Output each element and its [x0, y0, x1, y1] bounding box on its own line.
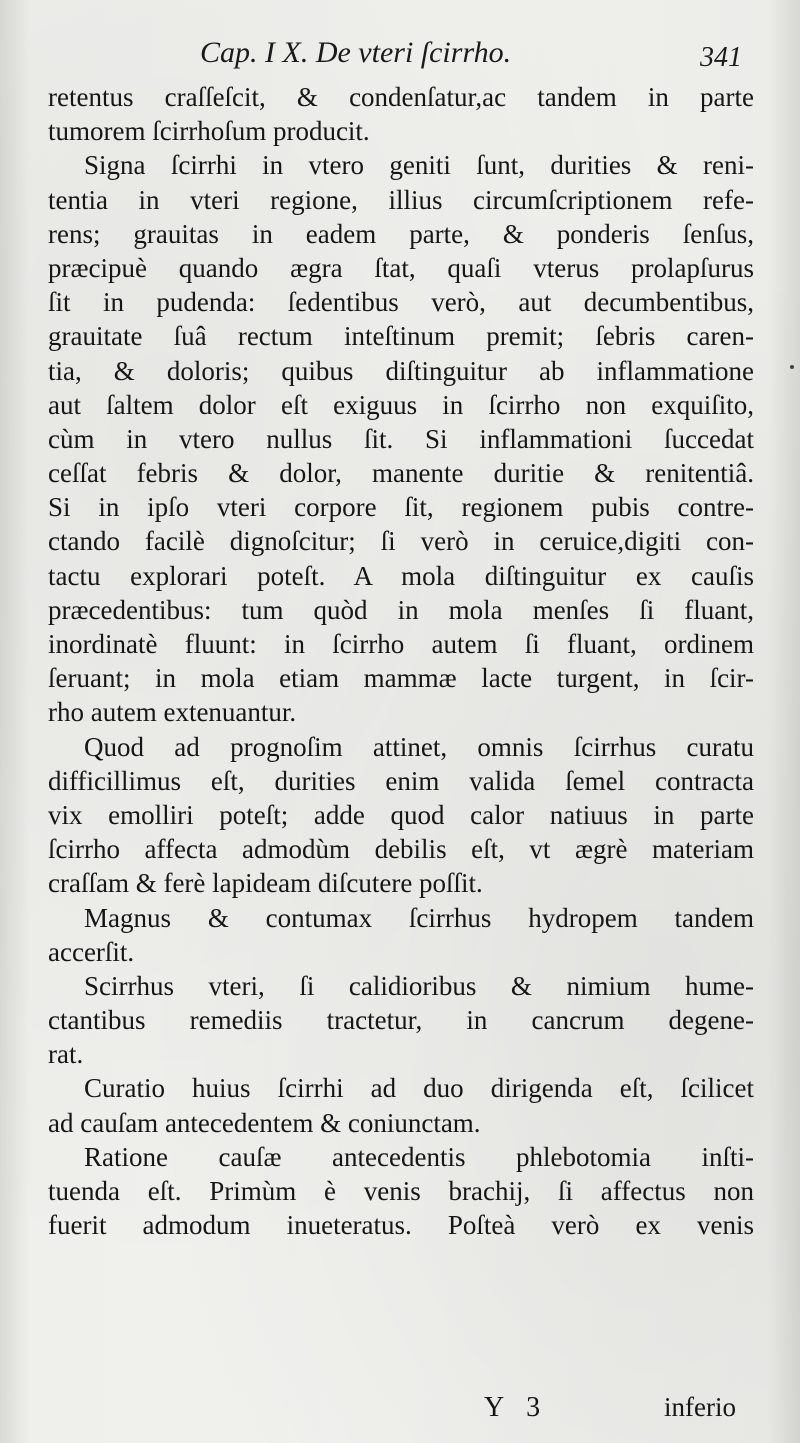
text-line: Magnus & contumax ſcirrhus hydropem tandem: [84, 902, 754, 933]
text-line: rat.: [48, 1039, 84, 1070]
text-line: craſſam & ferè lapideam diſcutere poſſit.: [48, 868, 483, 899]
running-head: Cap. I X. De vteri ſcirrho.: [200, 36, 512, 69]
catchword: inferio: [664, 1392, 736, 1422]
page-number: 341: [700, 42, 742, 73]
text-line: rens; grauitas in eadem parte, & ponderis ſenſus,: [48, 218, 754, 249]
text-line: Si in ipſo vteri corpore ſit, regionem pubis contre-: [48, 492, 754, 523]
text-line: Scirrhus vteri, ſi calidioribus & nimium hume-: [84, 970, 754, 1001]
page-header: [0, 36, 800, 84]
text-line: accerſit.: [48, 936, 135, 967]
text-line: tumorem ſcirrhoſum producit.: [48, 116, 370, 147]
text-line: ctando facilè dignoſcitur; ſi verò in ceruice,digiti con-: [48, 526, 754, 557]
text-line: ceſſat febris & dolor, manente duritie & renitentiâ.: [48, 458, 754, 489]
text-line: inordinatè fluunt: in ſcirrho autem ſi fluant, ordinem: [48, 629, 754, 659]
text-line: ad cauſam antecedentem & coniunctam.: [48, 1107, 481, 1138]
text-line: tactu explorari poteſt. A mola diſtinguitur ex cauſis: [48, 560, 754, 591]
body-text: [48, 80, 754, 1242]
ink-speck: [790, 365, 794, 369]
text-line: rho autem extenuantur.: [48, 697, 297, 728]
text-line: Signa ſcirrhi in vtero geniti ſunt, durities & reni-: [84, 150, 754, 181]
text-line: vix emolliri poteſt; adde quod calor natiuus in parte: [48, 799, 754, 830]
text-line: tia, & doloris; quibus diſtinguitur ab inflammatione: [48, 355, 754, 386]
text-line: fuerit admodum inueteratus. Poſteà verò ex venis: [48, 1210, 754, 1241]
text-line: retentus craſſeſcit, & condenſatur,ac tandem in parte: [48, 82, 754, 112]
text-line: cùm in vtero nullus ſit. Si inflammationi ſuccedat: [48, 423, 754, 454]
text-line: difficillimus eſt, durities enim valida ſemel contracta: [48, 765, 754, 796]
text-line: Curatio huius ſcirrhi ad duo dirigenda eſt, ſcilicet: [84, 1073, 754, 1104]
text-line: aut ſaltem dolor eſt exiguus in ſcirrho non exquiſito,: [48, 389, 754, 420]
text-line: grauitate ſuâ rectum inteſtinum premit; ſebris caren-: [48, 321, 754, 352]
text-line: tuenda eſt. Primùm è venis brachij, ſi affectus non: [48, 1176, 754, 1206]
text-line: ctantibus remediis tractetur, in cancrum degene-: [48, 1005, 754, 1036]
text-line: ſit in pudenda: ſedentibus verò, aut decumbentibus,: [48, 287, 754, 318]
text-line: ſcirrho affecta admodùm debilis eſt, vt ægrè materiam: [48, 834, 754, 865]
text-line: ſeruant; in mola etiam mammæ lacte turgent, in ſcir-: [48, 663, 754, 694]
text-line: Quod ad prognoſim attinet, omnis ſcirrhus curatu: [84, 731, 754, 762]
text-line: præcipuè quando ægra ſtat, quaſi vterus prolapſurus: [48, 252, 754, 283]
text-line: Ratione cauſæ antecedentis phlebotomia inſti-: [84, 1141, 754, 1172]
text-line: tentia in vteri regione, illius circumſcriptionem refe-: [48, 184, 754, 215]
signature-mark: Y 3: [484, 1392, 549, 1423]
text-line: præcedentibus: tum quòd in mola menſes ſi fluant,: [48, 594, 754, 625]
